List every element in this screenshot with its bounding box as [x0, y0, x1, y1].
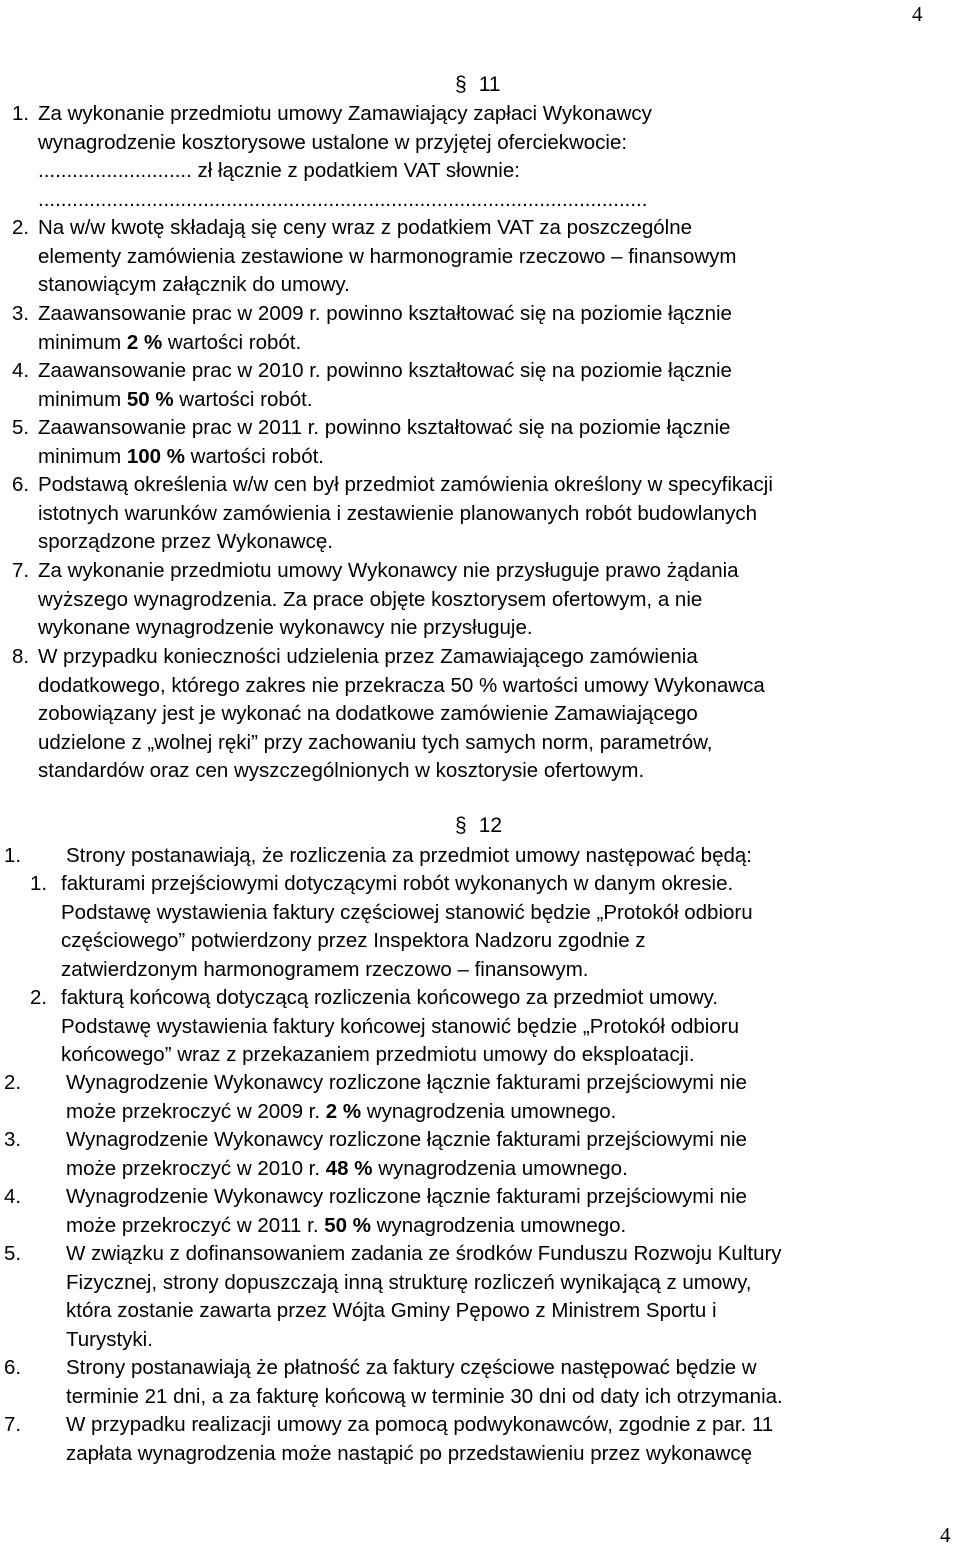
section-number: 12 — [478, 814, 503, 837]
item-number: 6. — [4, 1356, 22, 1379]
item-number: 5. — [12, 416, 30, 439]
item-text: Za wykonanie przedmiotu umowy Zamawiający zapłaci Wykonawcy wynagrodzenie kosztorysowe ustalone w przyjętej oferciekwocie: ........................... zł łącznie z podatkiem VAT słownie: ........................................................................................................... — [38, 102, 652, 211]
item-text: W przypadku realizacji umowy za pomocą podwykonawców, zgodnie z par. 11 zapłata wynagrodzenia może nastąpić po przedstawieniu przez wykonawcę — [66, 1413, 774, 1465]
item-text: Zaawansowanie prac w 2010 r. powinno kształtować się na poziomie łącznie minimum 50 % wartości robót. — [38, 359, 732, 411]
item-number: 4. — [12, 359, 30, 382]
section-sign: § — [455, 73, 467, 96]
percent-value: 50 % — [126, 387, 174, 411]
item-number: 1. — [30, 872, 48, 895]
item-text: Wynagrodzenie Wykonawcy rozliczone łącznie fakturami przejściowymi nie może przekroczyć w 2010 r. 48 % wynagrodzenia umownego. — [66, 1128, 747, 1180]
item-number: 8. — [12, 645, 30, 668]
item-text: Strony postanawiają że płatność za faktury częściowe następować będzie w terminie 21 dni, a za fakturę końcową w terminie 30 dni od daty ich otrzymania. — [66, 1356, 783, 1408]
section-sign: § — [455, 814, 467, 837]
percent-value: 48 % — [325, 1156, 373, 1180]
item-text: Wynagrodzenie Wykonawcy rozliczone łącznie fakturami przejściowymi nie może przekroczyć w 2011 r. 50 % wynagrodzenia umownego. — [66, 1185, 747, 1237]
item-number: 3. — [12, 302, 30, 325]
section-heading-11 — [455, 71, 501, 99]
item-number: 7. — [12, 559, 30, 582]
item-number: 5. — [4, 1242, 22, 1265]
item-number: 1. — [12, 102, 30, 125]
item-text: W przypadku konieczności udzielenia przez Zamawiającego zamówienia dodatkowego, którego zakres nie przekracza 50 % wartości umowy Wykonawca zobowiązany jest je wykonać na dodatkowe zamówienie Zamawiającego udzielone z „wolnej ręki” przy zachowaniu tych samych norm, parametrów, standardów oraz cen wyszczególnionych w kosztorysie ofertowym. — [38, 645, 765, 783]
item-number: 1. — [4, 844, 22, 867]
item-text: Podstawą określenia w/w cen był przedmiot zamówienia określony w specyfikacji istotnych warunków zamówienia i zestawienie planowanych robót budowlanych sporządzone przez Wykonawcę. — [38, 473, 773, 554]
section-heading-12 — [455, 812, 502, 840]
item-text: Zaawansowanie prac w 2009 r. powinno kształtować się na poziomie łącznie minimum 2 % wartości robót. — [38, 302, 732, 354]
item-number: 6. — [12, 473, 30, 496]
item-number: 2. — [12, 216, 30, 239]
page-number-bottom: 4 — [940, 1523, 951, 1547]
item-number: 3. — [4, 1128, 22, 1151]
section-number: 11 — [478, 73, 501, 96]
item-number: 2. — [30, 986, 48, 1009]
item-text: Strony postanawiają, że rozliczenia za przedmiot umowy następować będą: — [66, 844, 752, 867]
percent-value: 100 % — [126, 444, 185, 468]
item-number: 7. — [4, 1413, 22, 1436]
item-number: 2. — [4, 1071, 22, 1094]
item-text: Za wykonanie przedmiotu umowy Wykonawcy nie przysługuje prawo żądania wyższego wynagrodzenia. Za prace objęte kosztorysem ofertowym, a nie wykonane wynagrodzenie wykonawcy nie przysługuje. — [38, 559, 739, 640]
item-text: fakturami przejściowymi dotyczącymi robót wykonanych w danym okresie. Podstawę wystawienia faktury częściowej stanowić będzie „Protokół odbioru częściowego” potwierdzony przez Inspektora Nadzoru zgodnie z zatwierdzonym harmonogramem rzeczowo – finansowym. — [61, 872, 753, 981]
percent-value: 2 % — [126, 330, 163, 354]
percent-value: 2 % — [325, 1099, 362, 1123]
item-text: fakturą końcową dotyczącą rozliczenia końcowego za przedmiot umowy. Podstawę wystawienia faktury końcowej stanowić będzie „Protokół odbioru końcowego” wraz z przekazaniem przedmiotu umowy do eksploatacji. — [61, 986, 739, 1067]
item-text: W związku z dofinansowaniem zadania ze środków Funduszu Rozwoju Kultury Fizycznej, strony dopuszczają inną strukturę rozliczeń wynikającą z umowy, która zostanie zawarta przez Wójta Gminy Pępowo z Ministrem Sportu i Turystyki. — [66, 1242, 782, 1351]
item-number: 4. — [4, 1185, 22, 1208]
item-text: Na w/w kwotę składają się ceny wraz z podatkiem VAT za poszczególne elementy zamówienia zestawione w harmonogramie rzeczowo – finansowym stanowiącym załącznik do umowy. — [38, 216, 737, 297]
item-text: Zaawansowanie prac w 2011 r. powinno kształtować się na poziomie łącznie minimum 100 % wartości robót. — [38, 416, 731, 468]
page-number-top: 4 — [912, 2, 923, 26]
percent-value: 50 % — [324, 1213, 371, 1237]
item-text: Wynagrodzenie Wykonawcy rozliczone łącznie fakturami przejściowymi nie może przekroczyć w 2009 r. 2 % wynagrodzenia umownego. — [66, 1071, 747, 1123]
